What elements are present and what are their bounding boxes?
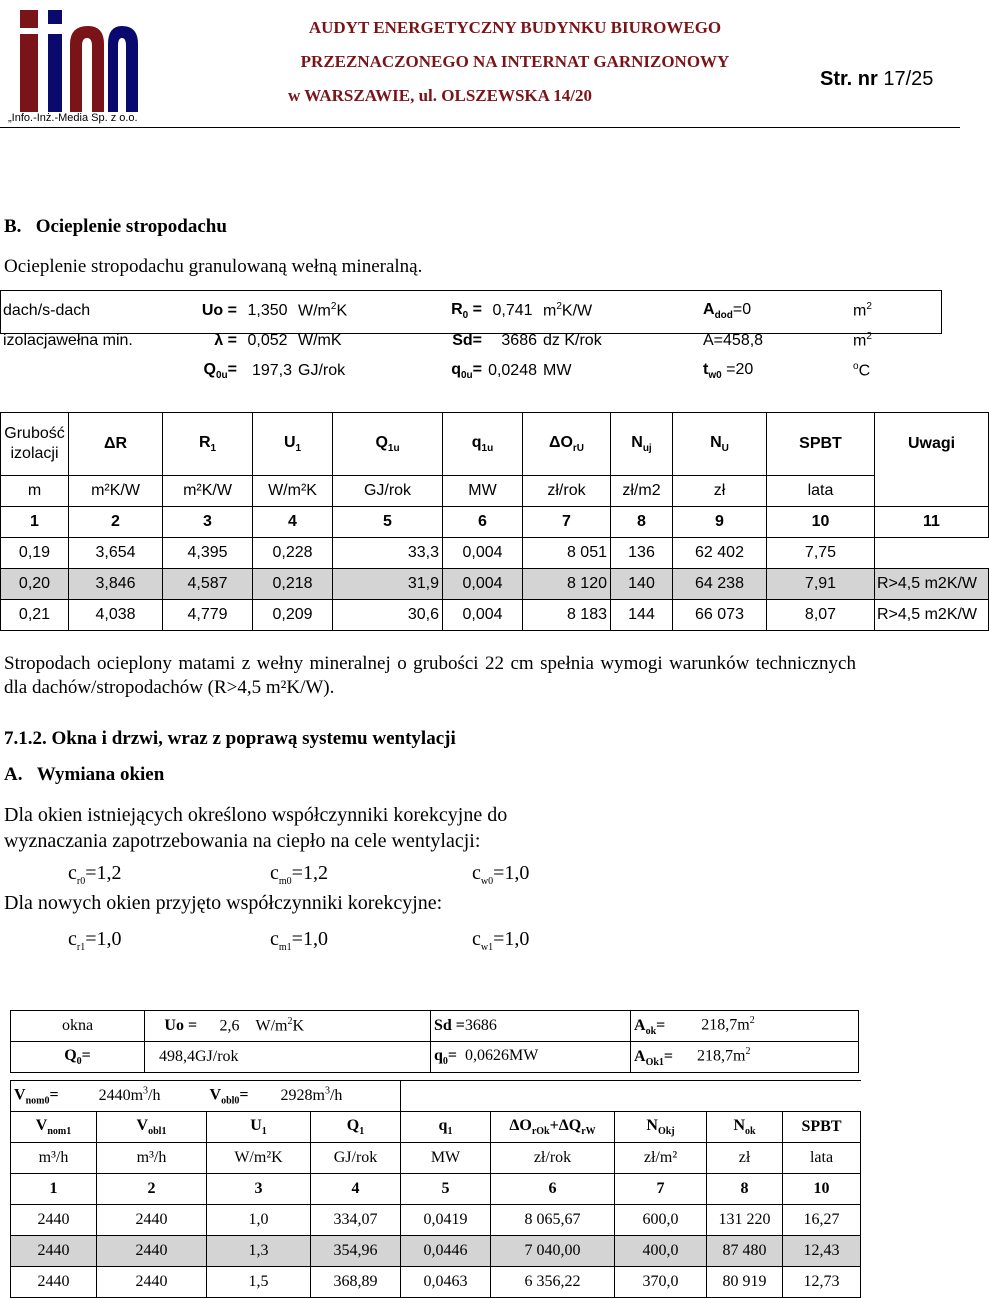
table-cell: 0,21 [1,600,69,631]
roof-number-cell: 1 [1,507,69,538]
roof-col-header: $\Delta O_{rU}$ [523,413,611,476]
window-unit-cell: m³/h [97,1143,207,1174]
window-unit-cell: m³/h [11,1143,97,1174]
table-cell: 16,27 [783,1205,861,1236]
table-cell: 334,07 [311,1205,401,1236]
roof-col-header: Grubość izolacji [1,413,69,476]
window-col-header: $N_{Okj}$ [615,1112,707,1143]
window-number-cell: 10 [783,1174,861,1205]
table-cell [875,538,989,569]
table-cell: 144 [611,600,673,631]
table-cell: 136 [611,538,673,569]
table-cell: 66 073 [673,600,767,631]
roof-col-header: ΔR [69,413,163,476]
header-title-line1: AUDYT ENERGETYCZNY BUDYNKU BIUROWEGO [308,18,722,37]
section-712-heading: 7.1.2. Okna i drzwi, wraz z poprawą systemu wentylacji [4,728,456,749]
window-col-header: $U_1$ [207,1112,311,1143]
window-number-cell: 4 [311,1174,401,1205]
roof-number-cell: 7 [523,507,611,538]
window-unit-cell: GJ/rok [311,1143,401,1174]
window-col-header: $V_{obl1}$ [97,1112,207,1143]
coef-existing-cm: $c_{m0}=1,2$ [270,862,328,887]
coef-new-cm: $c_{m1}=1,0$ [270,928,328,953]
roof-table-number-row [1,507,989,538]
roof-col-header: $N_{uj}$ [611,413,673,476]
window-params-row1: okna Uo = 2,6 $W/m^2K$ Sd =3686 $A_{ok}=$ $218,7m^2$ [11,1011,859,1042]
window-unit-cell: zł/rok [491,1143,615,1174]
window-table-number-row [11,1174,861,1205]
window-unit-cell: lata [783,1143,861,1174]
table-cell: 8 065,67 [491,1205,615,1236]
roof-number-cell: 9 [673,507,767,538]
table-cell: 7,91 [767,569,875,600]
roof-col-header: $q_{1u}$ [443,413,523,476]
table-cell: 4,587 [163,569,253,600]
table-row [1,538,989,569]
window-unit-cell: MW [401,1143,491,1174]
table-cell: 30,6 [333,600,443,631]
table-cell: 3,654 [69,538,163,569]
table-cell: 0,218 [253,569,333,600]
window-table-header-row [11,1112,861,1143]
roof-table-units-row [1,476,989,507]
roof-number-cell: 8 [611,507,673,538]
table-row [1,600,989,631]
window-results-table [10,1080,861,1298]
roof-number-cell: 3 [163,507,253,538]
roof-col-header: $N_U$ [673,413,767,476]
table-cell: 0,19 [1,538,69,569]
roof-results-table [0,412,989,631]
window-number-cell: 8 [707,1174,783,1205]
table-cell: 12,73 [783,1267,861,1298]
table-cell: R>4,5 m2K/W [875,600,989,631]
table-cell: 131 220 [707,1205,783,1236]
header-title-line2: PRZEZNACZONEGO NA INTERNAT GARNIZONOWY [300,52,730,71]
table-cell: 31,9 [333,569,443,600]
roof-unit-cell: MW [443,476,523,507]
table-cell: 0,20 [1,569,69,600]
table-cell: 368,89 [311,1267,401,1298]
roof-col-header: SPBT [767,413,875,476]
roof-unit-cell [875,476,989,507]
logo-caption: „Info.-Inż.-Media Sp. z o.o. [8,112,138,124]
roof-unit-cell: zł [673,476,767,507]
table-cell: 12,43 [783,1236,861,1267]
table-row [1,569,989,600]
roof-table-header-row [1,413,989,476]
window-col-header: $\Delta O_{rOk}+\Delta Q_{rW}$ [491,1112,615,1143]
window-col-header: SPBT [783,1112,861,1143]
table-cell: 4,038 [69,600,163,631]
table-cell: 7 040,00 [491,1236,615,1267]
roof-number-cell: 11 [875,507,989,538]
window-number-cell: 5 [401,1174,491,1205]
table-cell: 370,0 [615,1267,707,1298]
table-cell: 80 919 [707,1267,783,1298]
roof-params-row2: izolacjawełna min. λ = 0,052 W/mK Sd= 3686 dz K/rok A=458,8 $m^2$ [3,331,872,350]
table-cell: 2440 [97,1205,207,1236]
table-cell: 600,0 [615,1205,707,1236]
table-cell: 400,0 [615,1236,707,1267]
table-cell: 140 [611,569,673,600]
table-cell: 8 120 [523,569,611,600]
roof-unit-cell: lata [767,476,875,507]
table-cell: 4,779 [163,600,253,631]
roof-unit-cell: zł/m2 [611,476,673,507]
window-unit-cell: zł/m² [615,1143,707,1174]
section-b-subtitle: Ocieplenie stropodachu granulowaną wełną mineralną. [4,256,423,277]
header-title-line3: w WARSZAWIE, ul. OLSZEWSKA 14/20 [288,86,592,105]
table-cell: 33,3 [333,538,443,569]
window-number-cell: 7 [615,1174,707,1205]
roof-unit-cell: m²K/W [163,476,253,507]
roof-unit-cell: W/m²K [253,476,333,507]
table-row [11,1267,861,1298]
coef-new-cw: $c_{w1}=1,0$ [472,928,530,953]
roof-number-cell: 5 [333,507,443,538]
table-cell: 0,004 [443,569,523,600]
roof-col-header: Uwagi [875,413,989,476]
window-params-row2: $Q_0=$ 498,4GJ/rok $q_0= 0,0626MW$ $A_{Ok1}=$ $218,7m^2$ [11,1042,859,1073]
page-number: Str. nr 17/25 [820,68,934,90]
window-col-header: $V_{nom1}$ [11,1112,97,1143]
roof-params-table [0,296,942,386]
table-row [11,1205,861,1236]
table-cell: 87 480 [707,1236,783,1267]
roof-unit-cell: m [1,476,69,507]
table-cell: 0,209 [253,600,333,631]
company-logo [6,4,146,116]
roof-number-cell: 6 [443,507,523,538]
coef-new-cr: $c_{r1}=1,0$ [68,928,122,953]
windows-text2: Dla nowych okien przyjęto współczynniki korekcyjne: [4,892,443,914]
roof-conclusion: Stropodach ocieplony matami z wełny mineralnej o grubości 22 cm spełnia wymogi warunków technicznych dla dachów/stropodachów (R>4,5 m²K/W). [4,653,856,698]
table-row [11,1236,861,1267]
table-cell: 8,07 [767,600,875,631]
table-cell: 0,0463 [401,1267,491,1298]
window-number-cell: 1 [11,1174,97,1205]
section-b-heading: B. Ocieplenie stropodachu [4,216,227,237]
table-cell: 0,0446 [401,1236,491,1267]
roof-params-row1: dach/s-dach Uo = 1,350 $W/m^2K$ $R_0$ = 0,741 $m^2K/W$ $A_{dod}=0$ $m^2$ [3,300,872,322]
roof-unit-cell: GJ/rok [333,476,443,507]
window-col-header: $q_1$ [401,1112,491,1143]
window-params-table [10,1010,859,1073]
roof-number-cell: 4 [253,507,333,538]
table-cell: 0,228 [253,538,333,569]
table-cell: 62 402 [673,538,767,569]
table-cell: 4,395 [163,538,253,569]
roof-unit-cell: zł/rok [523,476,611,507]
roof-params-row3: $Q_{0u}=$ 197,3 GJ/rok $q_{0u}=$ 0,0248 MW $t_{w0} =20$ $^o$C [203,360,871,382]
table-cell: 2440 [11,1236,97,1267]
window-params-row3: $V_{nom0}=$ $2440m^3/h$ $V_{obl0}=$ $2928m^3/h$ [11,1081,861,1112]
table-cell: 8 051 [523,538,611,569]
table-cell: 2440 [11,1267,97,1298]
table-cell: 2440 [11,1205,97,1236]
roof-number-cell: 2 [69,507,163,538]
table-cell: 0,004 [443,600,523,631]
window-number-cell: 3 [207,1174,311,1205]
roof-col-header: $U_1$ [253,413,333,476]
table-cell: 0,004 [443,538,523,569]
table-cell: 1,5 [207,1267,311,1298]
roof-col-header: $Q_{1u}$ [333,413,443,476]
window-number-cell: 6 [491,1174,615,1205]
section-a-heading: A. Wymiana okien [4,764,165,785]
table-cell: 7,75 [767,538,875,569]
table-cell: 2440 [97,1236,207,1267]
window-col-header: $Q_1$ [311,1112,401,1143]
window-col-header: $N_{ok}$ [707,1112,783,1143]
table-cell: 2440 [97,1267,207,1298]
roof-col-header: $R_1$ [163,413,253,476]
table-cell: 3,846 [69,569,163,600]
coef-existing-cr: $c_{r0}=1,2$ [68,862,122,887]
window-unit-cell: zł [707,1143,783,1174]
window-number-cell: 2 [97,1174,207,1205]
table-cell: 0,0419 [401,1205,491,1236]
table-cell: 64 238 [673,569,767,600]
table-cell: 354,96 [311,1236,401,1267]
windows-text1: Dla okien istniejących określono współczynniki korekcyjne do wyznaczania zapotrzebowania na ciepło na cele wentylacji: [4,804,508,852]
coef-existing-cw: $c_{w0}=1,0$ [472,862,530,887]
table-cell: 1,3 [207,1236,311,1267]
table-cell: 1,0 [207,1205,311,1236]
table-cell: 6 356,22 [491,1267,615,1298]
window-unit-cell: W/m²K [207,1143,311,1174]
window-table-units-row [11,1143,861,1174]
table-cell: R>4,5 m2K/W [875,569,989,600]
header-divider [0,127,960,128]
roof-number-cell: 10 [767,507,875,538]
table-cell: 8 183 [523,600,611,631]
roof-unit-cell: m²K/W [69,476,163,507]
